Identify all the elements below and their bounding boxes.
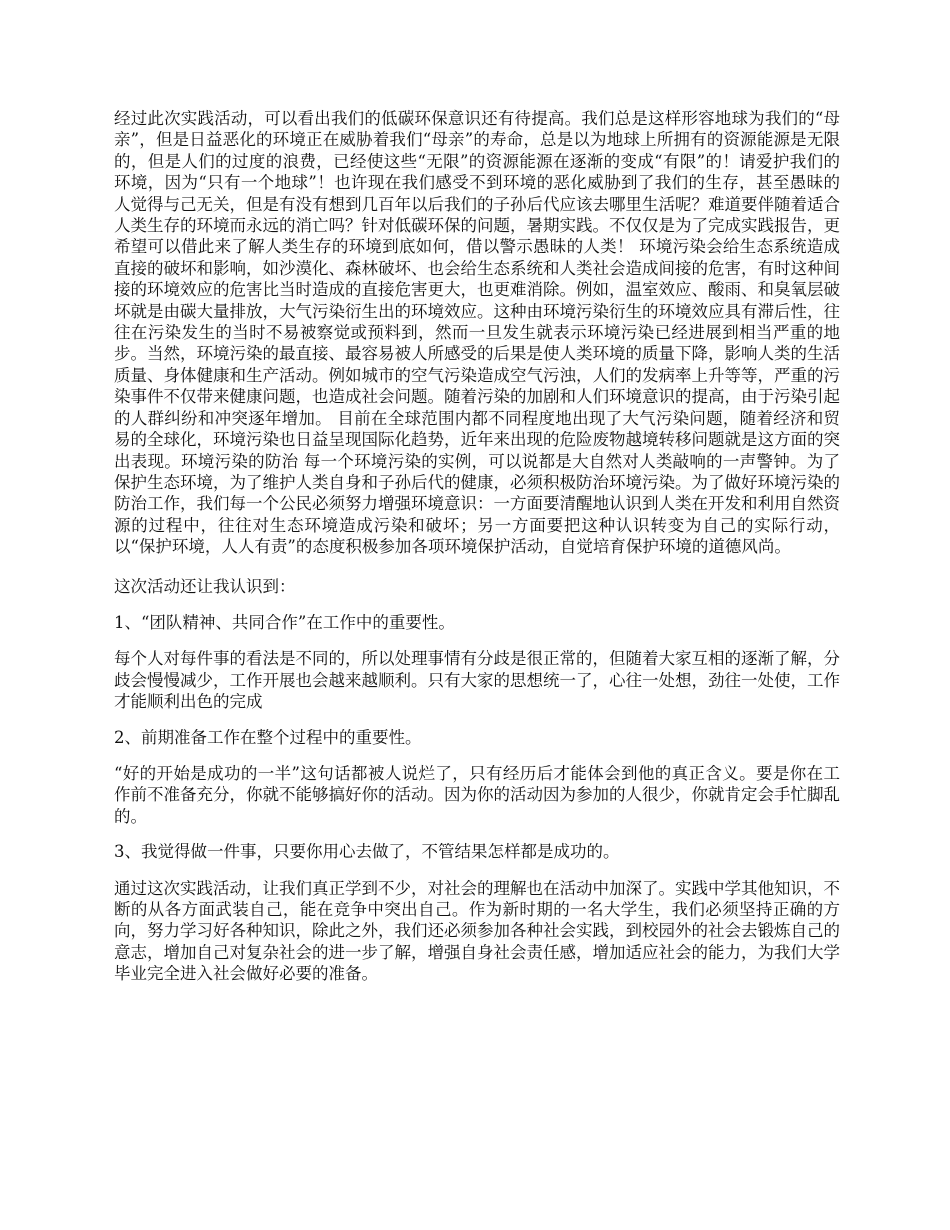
paragraph-conclusion: 通过这次实践活动，让我们真正学到不少，对社会的理解也在活动中加深了。实践中学其他知识，不断的从各方面武装自己，能在竞争中突出自己。作为新时期的一名大学生，我们必须坚持正确的方向，努力学习好各种知识，除此之外，我们还必须参加各种社会实践，到校园外的社会去锻炼自己的意志，增加自己对复杂社会的进一步了解，增强自身社会责任感，增加适应社会的能力，为我们大学毕业完全进入社会做好必要的准备。 [114, 878, 840, 984]
paragraph-low-carbon-reflection: 经过此次实践活动，可以看出我们的低碳环保意识还有待提高。我们总是这样形容地球为我们的“母亲”，但是日益恶化的环境正在威胁着我们“母亲”的寿命，总是以为地球上所拥有的资源能源是无限的，但是人们的过度的浪费，已经使这些“无限”的资源能源在逐渐的变成“有限”的！请爱护我们的环境，因为“只有一个地球”！也许现在我们感受不到环境的恶化威胁到了我们的生存，甚至愚昧的人觉得与己无关，但是有没有想到几百年以后我们的子孙后代应该去哪里生活呢？难道要伴随着适合人类生存的环境而永远的消亡吗？针对低碳环保的问题，暑期实践。不仅仅是为了完成实践报告，更希望可以借此来了解人类生存的环境到底如何，借以警示愚昧的人类！ 环境污染会给生态系统造成直接的破坏和影响，如沙漠化、森林破坏、也会给生态系统和人类社会造成间接的危害，有时这种间接的环境效应的危害比当时造成的直接危害更大，也更难消除。例如，温室效应、酸雨、和臭氧层破坏就是由碳大量排放，大气污染衍生出的环境效应。这种由环境污染衍生的环境效应具有滞后性，往往在污染发生的当时不易被察觉或预料到，然而一旦发生就表示环境污染已经进展到相当严重的地步。当然，环境污染的最直接、最容易被人所感受的后果是使人类环境的质量下降，影响人类的生活质量、身体健康和生产活动。例如城市的空气污染造成空气污浊，人们的发病率上升等等，严重的污染事件不仅带来健康问题，也造成社会问题。随着污染的加剧和人们环境意识的提高，由于污染引起的人群纠纷和冲突逐年增加。 目前在全球范围内都不同程度地出现了大气污染问题，随着经济和贸易的全球化，环境污染也日益呈现国际化趋势，近年来出现的危险废物越境转移问题就是这方面的突出表现。环境污染的防治 每一个环境污染的实例，可以说都是大自然对人类敲响的一声警钟。为了保护生态环境，为了维护人类自身和子孙后代的健康，必须积极防治环境污染。为了做好环境污染的防治工作，我们每一个公民必须努力增强环境意识：一方面要清醒地认识到人类在开发和利用自然资源的过程中，往往对生态环境造成污染和破坏；另一方面要把这种认识转变为自己的实际行动，以“保护环境，人人有责”的态度积极参加各项环境保护活动，自觉培育保护环境的道德风尚。 [114, 109, 840, 557]
point-2-heading: 2、前期准备工作在整个过程中的重要性。 [114, 727, 422, 747]
point-1-heading: 1、“团队精神、共同合作”在工作中的重要性。 [114, 612, 455, 632]
point-3-heading: 3、我觉得做一件事，只要你用心去做了，不管结果怎样都是成功的。 [114, 842, 620, 862]
point-1-body: 每个人对每件事的看法是不同的，所以处理事情有分歧是很正常的，但随着大家互相的逐渐了解，分歧会慢慢减少，工作开展也会越来越顺利。只有大家的思想统一了，心往一处想，劲往一处使，工作才能顺利出色的完成 [114, 649, 840, 712]
point-2-body: “好的开始是成功的一半”这句话都被人说烂了，只有经历后才能体会到他的真正含义。要是你在工作前不准备充分，你就不能够搞好你的活动。因为你的活动因为参加的人很少，你就肯定会手忙脚乱的。 [114, 763, 840, 826]
document-body [114, 108, 840, 999]
paragraph-realization-intro: 这次活动还让我认识到： [114, 576, 296, 596]
